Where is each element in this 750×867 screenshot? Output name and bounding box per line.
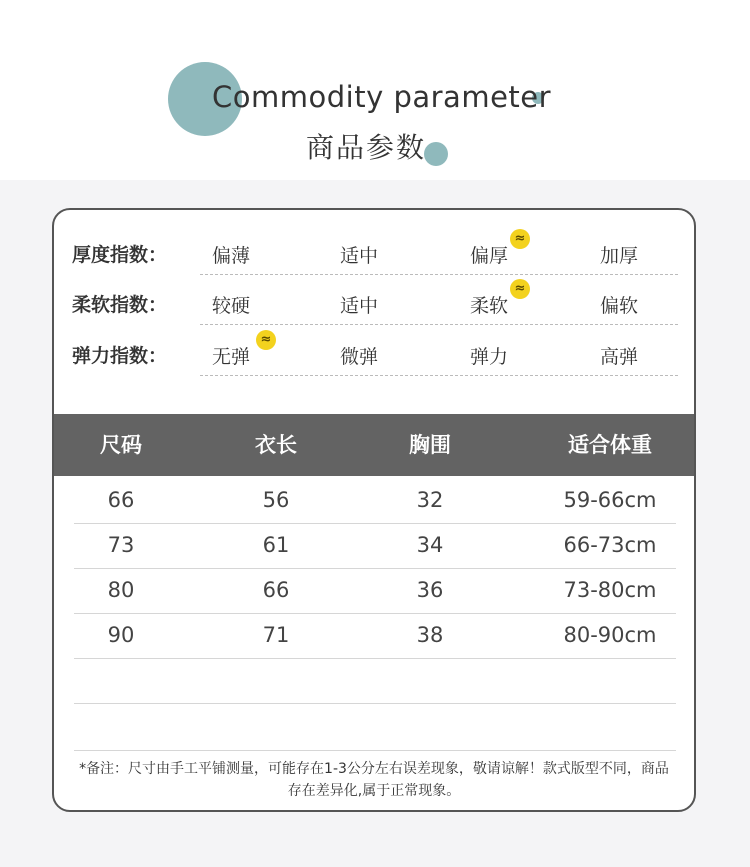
table-row bbox=[54, 523, 694, 568]
param-option: 高弹 bbox=[600, 346, 639, 368]
title-chinese: 商品参数 bbox=[306, 131, 427, 164]
param-option: 加厚 bbox=[600, 245, 639, 267]
size-cell: 66 bbox=[107, 488, 135, 512]
size-table-header bbox=[54, 414, 694, 476]
param-option: 较硬 bbox=[212, 295, 251, 317]
param-row-softness bbox=[54, 281, 694, 326]
parameter-card bbox=[52, 208, 696, 812]
size-cell: 80 bbox=[107, 578, 135, 602]
size-cell: 73 bbox=[107, 533, 135, 557]
length-cell: 61 bbox=[262, 533, 290, 557]
column-header: 尺码 bbox=[100, 433, 142, 457]
table-row bbox=[54, 568, 694, 613]
chest-cell: 34 bbox=[416, 533, 444, 557]
length-cell: 71 bbox=[262, 623, 290, 647]
param-option: 适中 bbox=[340, 245, 379, 267]
weight-cell: 80-90cm bbox=[563, 623, 657, 647]
param-label: 柔软指数： bbox=[72, 294, 168, 316]
param-row-elasticity bbox=[54, 332, 694, 377]
chest-cell: 32 bbox=[416, 488, 444, 512]
param-option: 弹力 bbox=[470, 346, 509, 368]
chest-cell: 38 bbox=[416, 623, 444, 647]
selected-marker-icon: ≈ bbox=[256, 330, 276, 350]
row-divider bbox=[74, 658, 676, 659]
param-option: 微弹 bbox=[340, 346, 379, 368]
param-option-selected: 偏厚 ≈ bbox=[470, 241, 508, 268]
weight-cell: 59-66cm bbox=[563, 488, 657, 512]
column-header: 胸围 bbox=[409, 433, 451, 457]
param-option-selected: 柔软 ≈ bbox=[470, 291, 508, 318]
param-label: 弹力指数： bbox=[72, 345, 168, 367]
param-option: 偏薄 bbox=[212, 245, 251, 267]
param-label: 厚度指数： bbox=[72, 244, 168, 266]
dashed-divider bbox=[200, 274, 678, 275]
column-header: 衣长 bbox=[255, 433, 297, 457]
param-option: 适中 bbox=[340, 295, 379, 317]
measurement-note: *备注：尺寸由手工平铺测量，可能存在1-3公分左右误差现象，敬请谅解！款式版型不同，商品存在差异化,属于正常现象。 bbox=[79, 761, 669, 799]
title-english: Commodity parameter bbox=[212, 80, 552, 114]
row-divider bbox=[74, 703, 676, 704]
length-cell: 56 bbox=[262, 488, 290, 512]
dashed-divider bbox=[200, 375, 678, 376]
column-header: 适合体重 bbox=[568, 433, 652, 457]
weight-cell: 66-73cm bbox=[563, 533, 657, 557]
chest-cell: 36 bbox=[416, 578, 444, 602]
table-row bbox=[54, 613, 694, 658]
row-divider bbox=[74, 750, 676, 751]
dashed-divider bbox=[200, 324, 678, 325]
length-cell: 66 bbox=[262, 578, 290, 602]
param-option-selected: 无弹 ≈ bbox=[212, 342, 250, 369]
size-cell: 90 bbox=[107, 623, 135, 647]
table-row bbox=[54, 478, 694, 523]
param-row-thickness bbox=[54, 231, 694, 276]
weight-cell: 73-80cm bbox=[563, 578, 657, 602]
selected-marker-icon: ≈ bbox=[510, 279, 530, 299]
param-option: 偏软 bbox=[600, 295, 639, 317]
selected-marker-icon: ≈ bbox=[510, 229, 530, 249]
